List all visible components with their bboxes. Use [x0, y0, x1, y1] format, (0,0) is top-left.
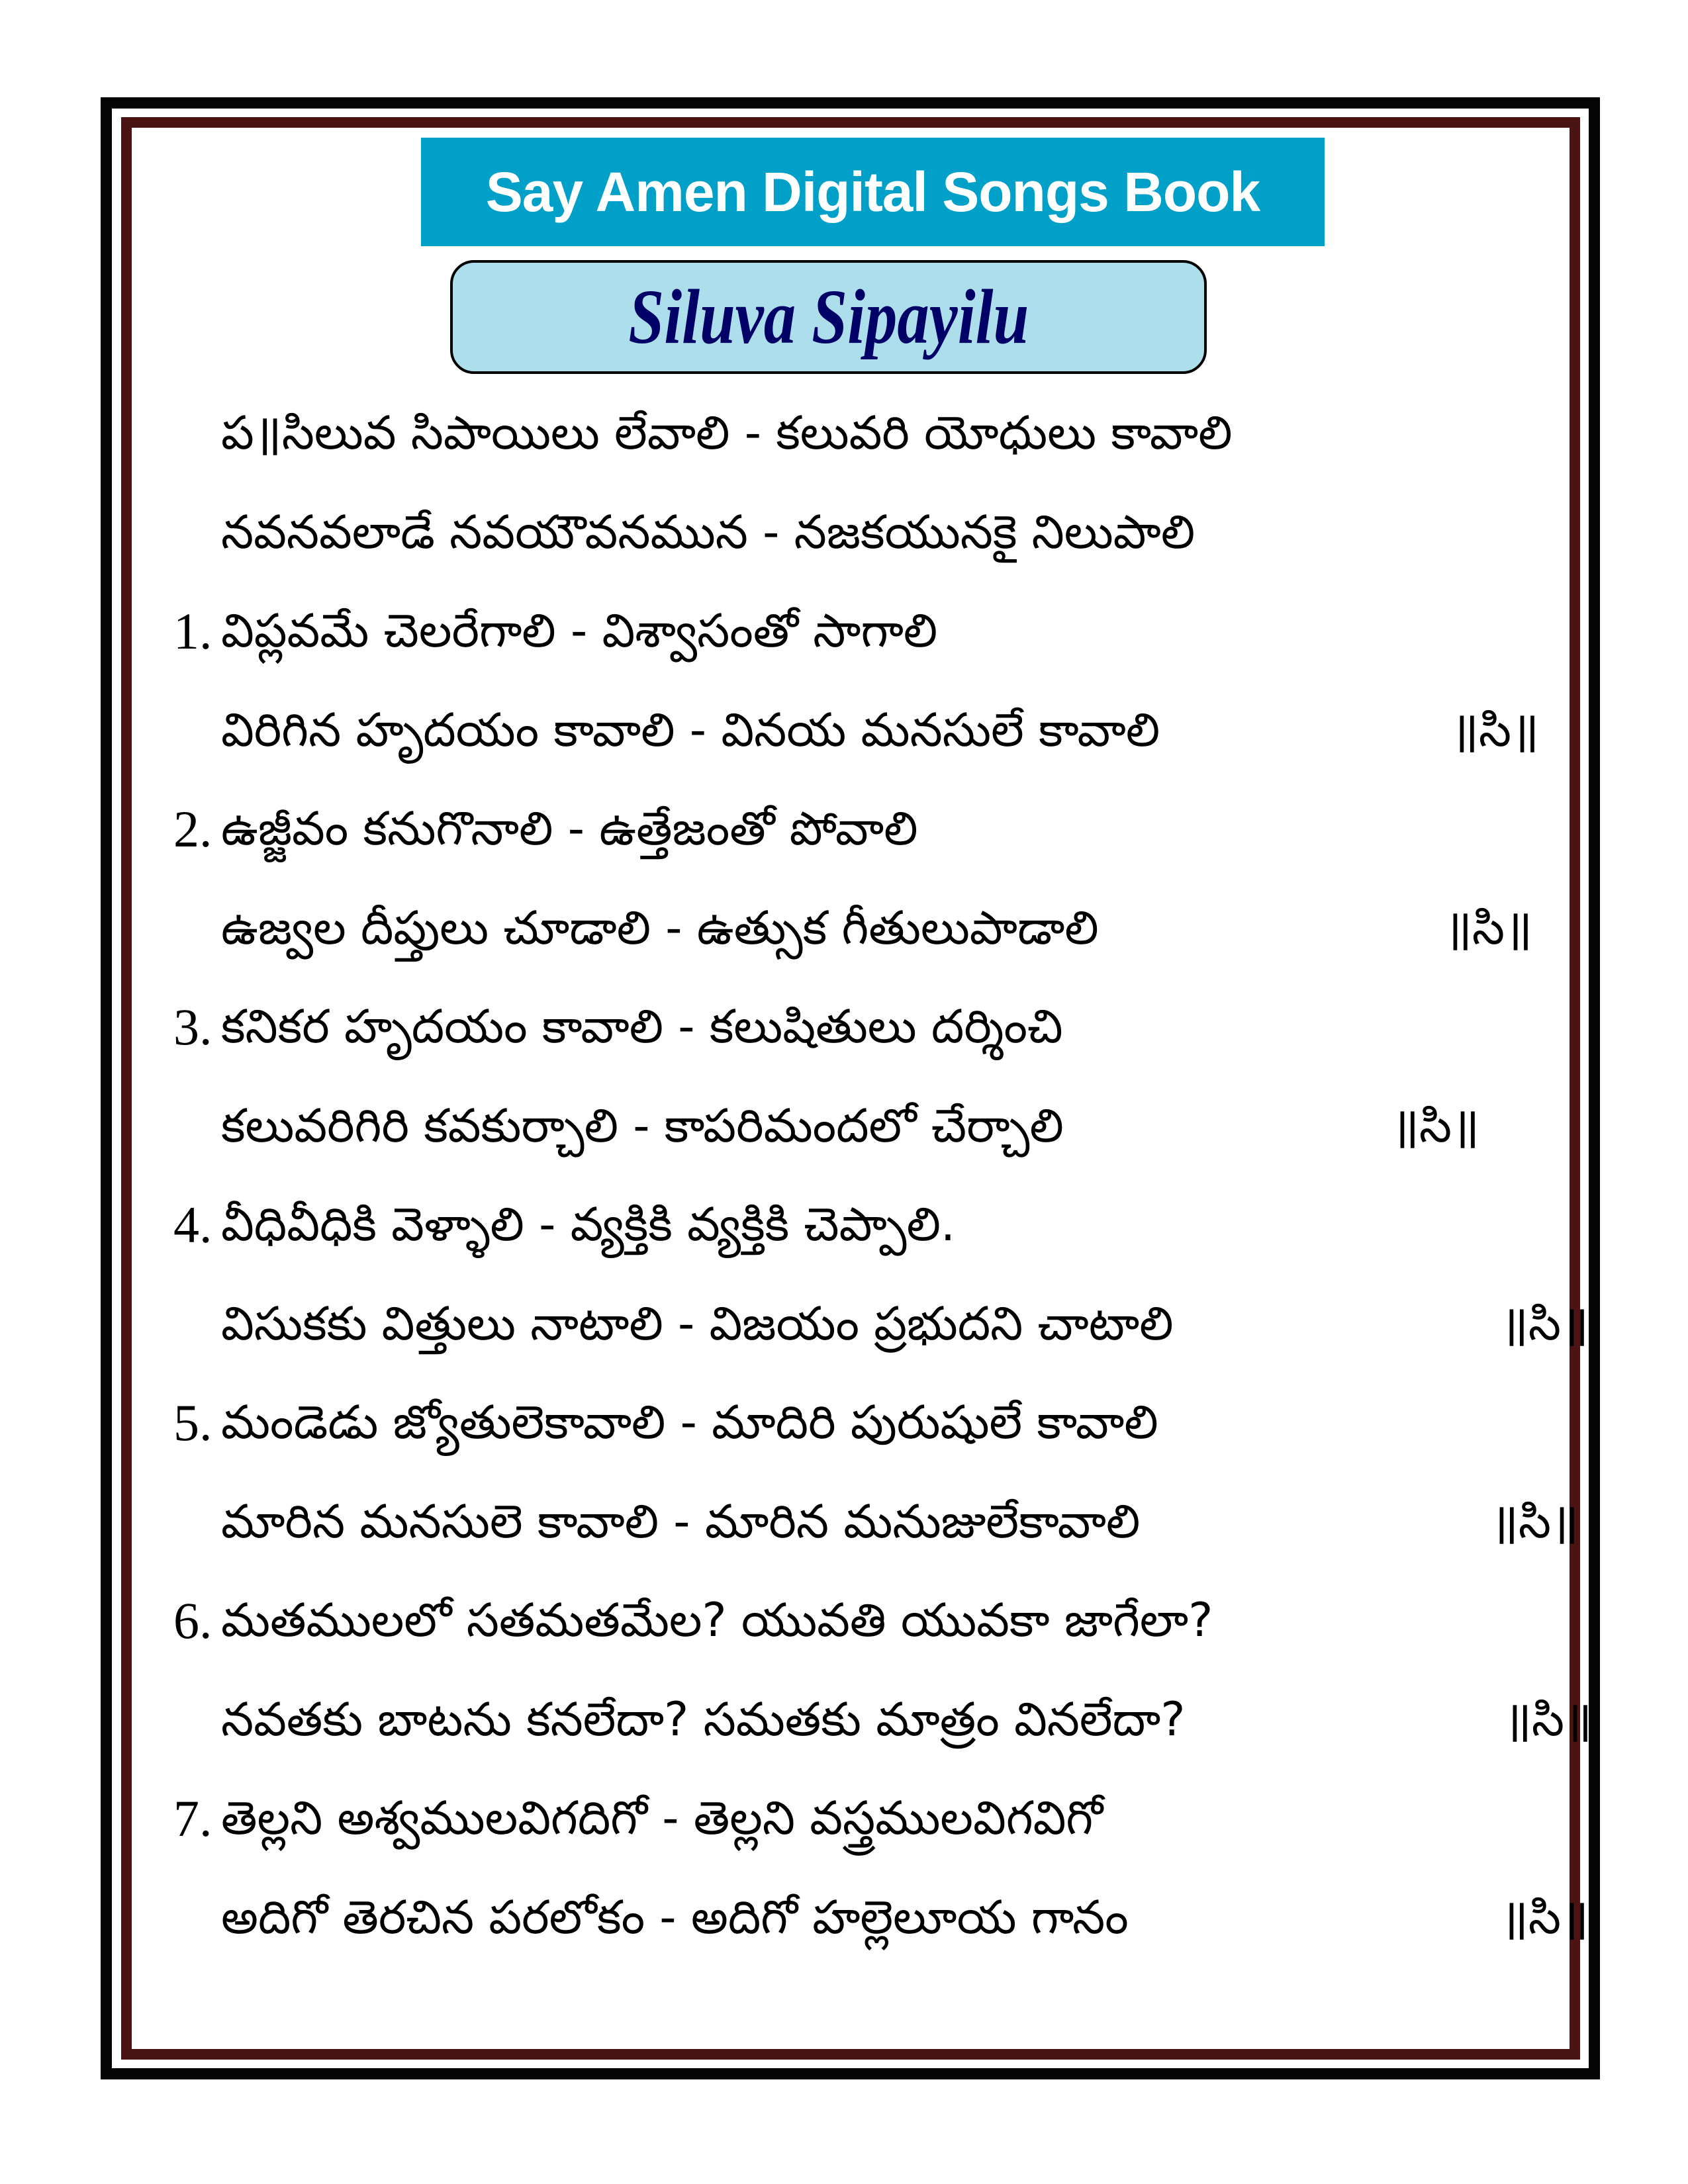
lyric-line-verse2-a — [173, 780, 1550, 879]
refrain-marker: ॥సి॥ — [1451, 702, 1539, 757]
lyric-line-verse4-a — [173, 1175, 1550, 1275]
line-text: కలువరిగిరి కవకుర్చాలి - కాపరిమందలో చేర్చాలి — [221, 1098, 1064, 1153]
verse-number: 2. — [173, 800, 212, 858]
lyric-line-verse1-a — [173, 582, 1550, 681]
line-text: నవతకు బాటను కనలేదా? సమతకు మాత్రం వినలేదా? — [221, 1692, 1186, 1747]
line-text: ప॥సిలువ సిపాయిలు లేవాలి - కలువరి యోధులు కావాలి — [221, 406, 1233, 460]
song-title-box — [450, 260, 1207, 374]
lyric-line-pallavi-1 — [173, 384, 1550, 483]
line-text: నవనవలాడే నవయౌవనమున - నజకయునకై నిలుపాలి — [221, 504, 1196, 559]
refrain-marker: ॥సి॥ — [1491, 1494, 1579, 1549]
songbook-banner — [421, 138, 1325, 246]
line-text: వీధివీధికి వెళ్ళాలి - వ్యక్తికి వ్యక్తికి చెప్పాలి. — [221, 1197, 956, 1251]
line-text: విసుకకు విత్తులు నాటాలి - విజయం ప్రభుదని చాటాలి — [221, 1296, 1174, 1351]
verse-number: 4. — [173, 1196, 212, 1253]
line-text: అదిగో తెరచిన పరలోకం - అదిగో హల్లెలూయ గానం — [221, 1889, 1129, 1944]
lyric-line-verse7-b — [173, 1868, 1589, 1968]
verse-number: 5. — [173, 1394, 212, 1451]
line-text: విప్లవమే చెలరేగాలి - విశ్వాసంతో సాగాలి — [221, 604, 938, 658]
verse-number: 7. — [173, 1790, 212, 1847]
refrain-marker: ॥సి॥ — [1504, 1692, 1592, 1747]
lyric-line-pallavi-2 — [173, 483, 1550, 582]
line-text: మతములలో సతమతమేల? యువతి యువకా జాగేలా? — [221, 1593, 1213, 1647]
lyric-line-verse7-a — [173, 1769, 1550, 1868]
lyric-line-verse2-b — [173, 879, 1550, 978]
song-title: Siluva Sipayilu — [628, 273, 1029, 360]
line-text: కనికర హృదయం కావాలి - కలుషితులు దర్శించి — [221, 999, 1063, 1054]
verse-number: 6. — [173, 1592, 212, 1649]
lyrics — [173, 384, 1592, 1967]
lyric-line-verse5-b — [173, 1473, 1579, 1572]
refrain-marker: ॥సి॥ — [1391, 1098, 1479, 1153]
line-text: విరిగిన హృదయం కావాలి - వినయ మనసులే కావాలి — [221, 702, 1160, 757]
lyric-line-verse6-b — [173, 1670, 1592, 1770]
refrain-marker: ॥సి॥ — [1444, 900, 1532, 955]
line-text: ఉజ్వల దీప్తులు చూడాలి - ఉత్సుక గీతులుపాడాలి — [221, 900, 1099, 955]
line-text: మారిన మనసులె కావాలి - మారిన మనుజులేకావాలి — [221, 1494, 1141, 1549]
line-text: తెల్లని అశ్వములవిగదిగో - తెల్లని వస్త్రములవిగవిగో — [221, 1791, 1103, 1845]
lyric-line-verse4-b — [173, 1275, 1589, 1374]
lyric-line-verse6-a — [173, 1571, 1550, 1670]
verse-number: 3. — [173, 998, 212, 1056]
refrain-marker: ॥సి॥ — [1501, 1296, 1589, 1351]
lyric-line-verse1-b — [173, 681, 1550, 780]
line-text: మండెడు జ్యోతులెకావాలి - మాదిరి పురుషులే కావాలి — [221, 1395, 1158, 1449]
verse-number: 1. — [173, 602, 212, 660]
lyric-line-verse3-b — [173, 1077, 1550, 1176]
line-text: ఉజ్జీవం కనుగొనాలి - ఉత్తేజంతో పోవాలి — [221, 801, 918, 856]
refrain-marker: ॥సి॥ — [1501, 1889, 1589, 1944]
lyric-line-verse3-a — [173, 978, 1550, 1077]
lyric-line-verse5-a — [173, 1373, 1550, 1473]
banner-title: Say Amen Digital Songs Book — [485, 160, 1260, 223]
